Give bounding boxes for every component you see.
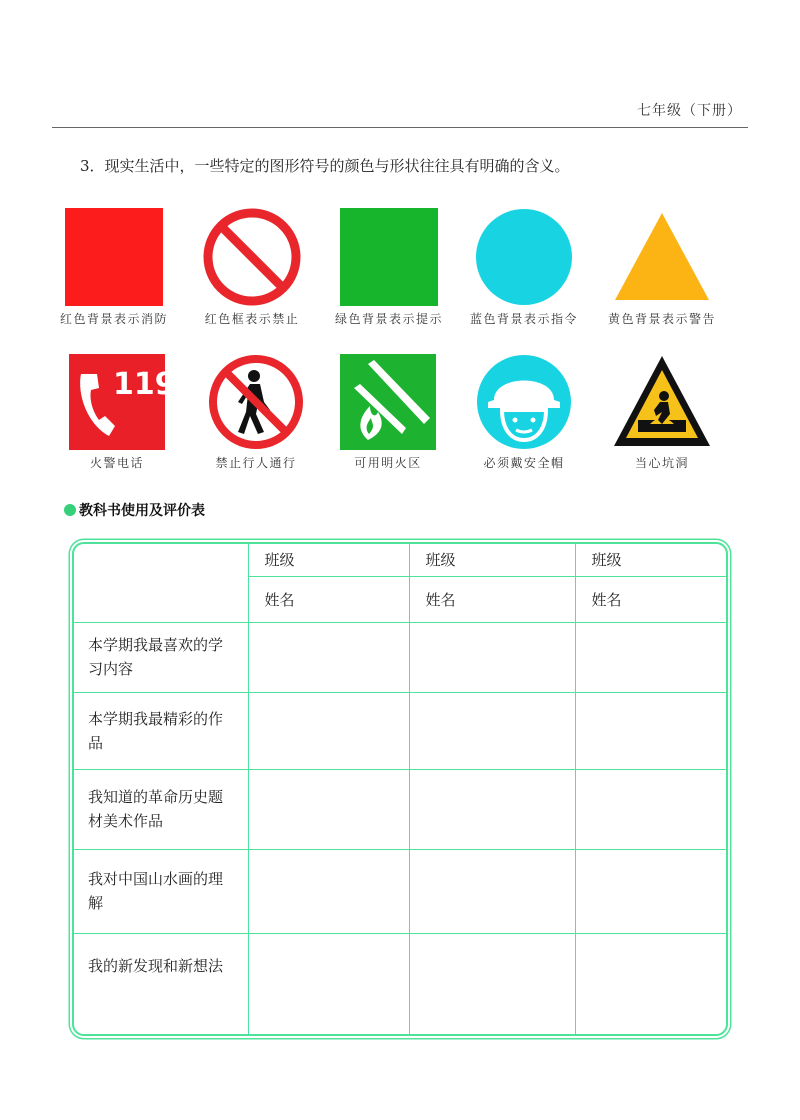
bullet-dot-icon	[64, 504, 76, 516]
row-label-landscape-painting: 我对中国山水画的理解	[74, 849, 248, 933]
table-cell	[248, 692, 409, 769]
name-header-cell: 姓名	[248, 576, 409, 622]
row-label-new-ideas: 我的新发现和新想法	[74, 933, 248, 1034]
open-flame-allowed-icon	[340, 354, 436, 450]
class-header-cell: 班级	[575, 544, 726, 576]
row-label-favorite-content: 本学期我最喜欢的学习内容	[74, 622, 248, 692]
sign-green-background	[334, 208, 444, 327]
page-header-grade: 七年级（下册）	[637, 103, 742, 119]
section-title	[64, 500, 205, 520]
green-square-icon	[340, 208, 438, 306]
question-text: 3．现实生活中，一些特定的图形符号的颜色与形状往往具有明确的含义。	[80, 157, 570, 175]
sign-caption: 当心坑洞	[634, 456, 689, 470]
pit-warning-icon	[612, 354, 712, 450]
sign-yellow-background	[607, 208, 717, 327]
sign-hard-hat-required	[469, 354, 579, 471]
table-row	[74, 769, 726, 849]
table-row	[74, 622, 726, 692]
class-header-cell: 班级	[409, 544, 575, 576]
table-cell	[248, 933, 409, 1034]
table-cell	[409, 769, 575, 849]
table-cell	[409, 849, 575, 933]
name-header-cell: 姓名	[409, 576, 575, 622]
sign-caption: 禁止行人通行	[215, 456, 297, 470]
sign-blue-background	[469, 208, 579, 327]
sign-fire-phone	[62, 354, 176, 471]
sign-caption: 必须戴安全帽	[483, 456, 565, 470]
header-divider	[52, 127, 748, 128]
evaluation-table-frame	[72, 542, 728, 1036]
row-label-best-work: 本学期我最精彩的作品	[74, 692, 248, 769]
table-cell	[575, 622, 726, 692]
sign-caption: 蓝色背景表示指令	[469, 312, 578, 326]
prohibition-icon	[203, 208, 301, 306]
table-cell	[248, 622, 409, 692]
sign-open-flame-allowed	[333, 354, 443, 471]
sign-pit-warning	[607, 354, 717, 471]
table-row	[74, 692, 726, 769]
table-cell	[409, 692, 575, 769]
red-square-icon	[65, 208, 163, 306]
section-title-text: 教科书使用及评价表	[79, 503, 205, 519]
evaluation-table	[74, 544, 726, 1034]
svg-text:119: 119	[113, 367, 176, 402]
table-cell	[248, 849, 409, 933]
row-label-revolutionary-art: 我知道的革命历史题材美术作品	[74, 769, 248, 849]
table-corner-cell	[74, 544, 248, 622]
sign-caption: 黄色背景表示警告	[607, 312, 716, 326]
sign-no-pedestrian	[201, 354, 311, 471]
sign-caption: 红色框表示禁止	[204, 312, 300, 326]
table-cell	[409, 622, 575, 692]
table-header-row	[74, 544, 726, 576]
table-cell	[409, 933, 575, 1034]
table-cell	[575, 849, 726, 933]
sign-red-frame	[197, 208, 307, 327]
class-header-cell: 班级	[248, 544, 409, 576]
cyan-circle-icon	[475, 208, 573, 306]
sign-caption: 可用明火区	[354, 456, 422, 470]
hard-hat-required-icon	[476, 354, 572, 450]
sign-caption: 火警电话	[89, 456, 144, 470]
sign-red-background	[59, 208, 169, 327]
name-header-cell: 姓名	[575, 576, 726, 622]
sign-caption: 红色背景表示消防	[59, 312, 168, 326]
table-cell	[248, 769, 409, 849]
table-cell	[575, 692, 726, 769]
table-cell	[575, 933, 726, 1034]
table-row	[74, 849, 726, 933]
table-cell	[575, 769, 726, 849]
sign-caption: 绿色背景表示提示	[334, 312, 443, 326]
no-pedestrian-icon	[208, 354, 304, 450]
yellow-triangle-icon	[613, 208, 711, 306]
fire-phone-119-icon	[69, 354, 176, 450]
table-row	[74, 933, 726, 1034]
